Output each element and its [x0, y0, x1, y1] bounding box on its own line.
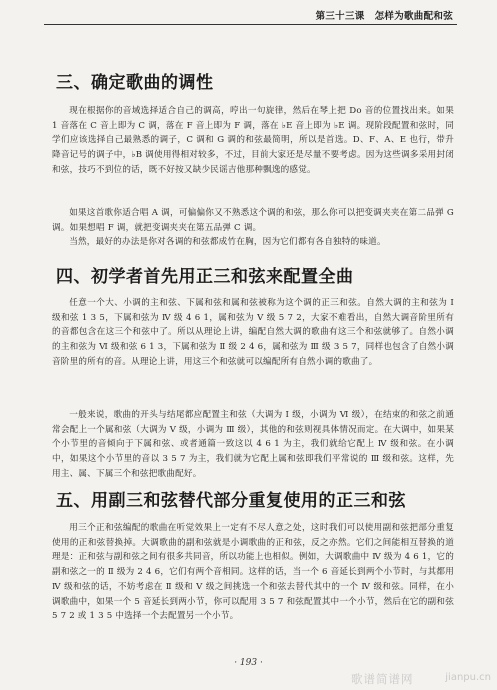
page-number: · 193 · — [234, 658, 263, 668]
watermark — [351, 670, 491, 686]
section-title-3: 三、确定歌曲的调性 — [56, 73, 214, 93]
section-4-paragraph-2: 一般来说，歌曲的开头与结尾都应配置主和弦（大调为 Ⅰ 级，小调为 Ⅵ 级），在结束的和弦之前通常会配上一个属和弦（大调为 Ⅴ 级，小调为 Ⅲ 级），其他的和弦则视具体情况而定。在大调中，如果某个小节里的音倾向于下属和弦、或者通篇一致这以 4 6 1 为主，我们就给它配上 Ⅳ 级和弦。在小调中，如果这个小节里的音以 3 5 7 为主，我们就为它配上属和弦即我们平常说的 Ⅲ 级和弦。这样，先用主、属、下属三个和弦把歌曲配好。 — [52, 410, 454, 479]
header-text — [316, 8, 453, 22]
watermark-domain: jianpu.cn — [445, 672, 491, 683]
header-lesson: 第三十三课 — [315, 11, 365, 22]
watermark-site-name: 歌谱简谱网 — [351, 672, 414, 686]
section-4-paragraph-1: 任意一个大、小调的主和弦、下属和弦和属和弦被称为这个调的正三和弦。自然大调的主和弦为 Ⅰ 级和弦 1 3 5，下属和弦为 Ⅳ 级 4 6 1，属和弦为 Ⅴ 级 5 7 2，大家不难看出，自然大调音阶里所有的音都包含在这三个和弦中了。所以从理论上讲，编配自然大调的歌曲有这三个和弦就够了。自然小调的主和弦为 Ⅵ 级和弦 6 1 3，下属和弦为 Ⅱ 级 2 4 6，属和弦为 Ⅲ 级 3 5 7，同样也包含了自然小调音阶里的所有的音。从理论上讲，用这三个和弦就可以编配所有自然小调的歌曲了。 — [52, 298, 454, 367]
header-topic: 怎样为歌曲配和弦 — [374, 11, 453, 22]
section-3-paragraph-1: 现在根据你的音域选择适合自己的调高，哼出一句旋律，然后在琴上把 Do 音的位置找出来。如果 1 音落在 C 音上即为 C 调，落在 F 音上即为 F 调，落在 ♭E 音上即为 ♭E 调。现阶段配置和弦时，同学们应该选择自己最熟悉的调子，C 调和 G 调的和弦最简明，所以是首选。D、F、A、E 也行，带升降音记号的调子中，♭B 调使用得相对较多，不过，目前大家还是尽量不要考虑。因为这些调多采用封闭和弦，技巧不到位的话，既不好按又缺少民谣吉他那种飘逸的感觉。 — [52, 106, 454, 175]
section-5-paragraph-1: 用三个正和弦编配的歌曲在听觉效果上一定有不尽人意之处，这时我们可以使用副和弦把部分重复使用的正和弦替换掉。大调歌曲的副和弦就是小调歌曲的正和弦，反之亦然。它们之间能相互替换的道理是：正和弦与副和弦之间有很多共同音，所以功能上也相似。例如，大调歌曲中 Ⅳ 级为 4 6 1，它的副和弦之一的 Ⅱ 级为 2 4 6，它们有两个音相同。这样的话，当一个 6 音延长到两个小节时，与其都用 Ⅳ 级和弦的话，不妨考虑在 Ⅱ 级和 Ⅴ 级之间挑选一个和弦去替代其中的一个 Ⅳ 级和弦。同样，在小调歌曲中，如果一个 5 音延长到两小节，你可以配用 3 5 7 和弦配置其中一个小节，然后在它的副和弦 5 7 2 或 1 3 5 中选择一个去配置另一个小节。 — [52, 523, 454, 622]
section-title-5: 五、用副三和弦替代部分重复使用的正三和弦 — [56, 491, 406, 511]
section-3-paragraph-3: 当然，最好的办法是你对各调的和弦都成竹在胸，因为它们都有各自独特的味道。 — [69, 237, 386, 247]
running-header — [44, 6, 457, 25]
section-title-4: 四、初学者首先用正三和弦来配置全曲 — [56, 267, 354, 287]
section-3-paragraph-2: 如果这首歌你适合唱 A 调，可偏偏你又不熟悉这个调的和弦，那么你可以把变调夹夹在第二品弹 G 调。如果想唱 F 调，就把变调夹夹在第五品弹 C 调。 — [52, 208, 454, 233]
